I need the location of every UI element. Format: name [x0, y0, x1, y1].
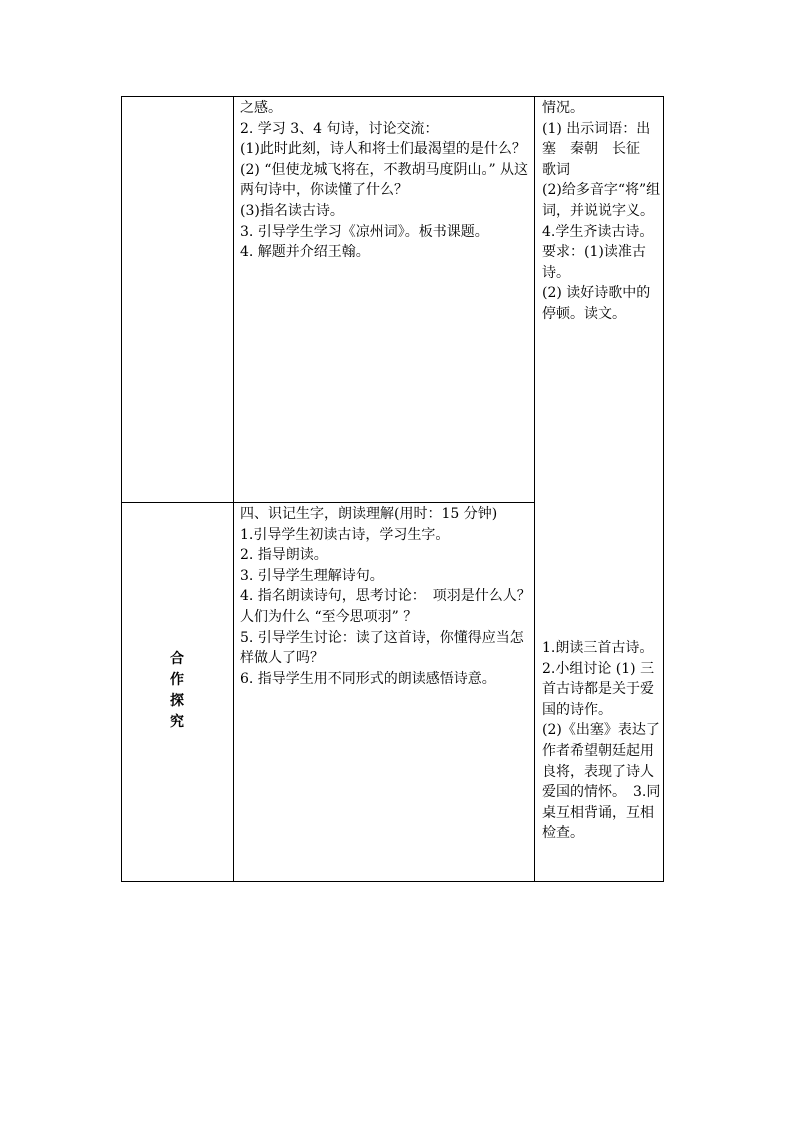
text-line: 6. 指导学生用不同形式的朗读感悟诗意。 — [240, 670, 496, 687]
label-char: 究 — [170, 714, 184, 730]
text-line: (3)指名读古诗。 — [240, 202, 344, 219]
text-line: (2)给多音字“将”组词，并说说字义。 4.学生齐读古诗。 — [542, 182, 661, 240]
text-line: (2)《出塞》表达了作者希望朝廷起用良将，表现了诗人爱国的情怀。 3.同桌互相背诵，互相检查。 — [542, 722, 661, 842]
teacher-activities-row1 — [240, 98, 533, 263]
table-border-right — [663, 96, 664, 882]
text-line: 2. 指导朗读。 — [240, 547, 328, 564]
text-line: 3. 引导学生学习《凉州词》。板书课题。 — [240, 223, 489, 240]
text-line: 要求：(1)读准古诗。 — [542, 244, 646, 281]
text-line: (1)此时此刻，诗人和将士们最渴望的是什么？ — [240, 141, 526, 158]
text-line: 情况。 — [542, 100, 584, 116]
text-line: 2.小组讨论 (1) 三首古诗都是关于爱国的诗作。 — [542, 660, 655, 718]
label-char: 合 — [170, 651, 184, 667]
student-activities-bottom — [542, 638, 662, 844]
text-line: 1.朗读三首古诗。 — [542, 640, 654, 656]
text-line: 1.引导学生初读古诗，学习生字。 — [240, 526, 450, 543]
table-border-top — [121, 96, 664, 97]
text-line: 4. 解题并介绍王翰。 — [240, 244, 370, 261]
lesson-plan-table — [121, 96, 664, 882]
table-border-left — [121, 96, 122, 882]
label-char: 探 — [170, 693, 184, 709]
text-line: 2. 学习 3、4 句诗，讨论交流： — [240, 120, 439, 137]
table-border-bottom — [121, 881, 664, 882]
label-char: 作 — [170, 672, 184, 688]
teacher-activities-row2 — [240, 504, 533, 689]
text-line: 四、识记生字，朗读理解(用时：15 分钟) — [240, 506, 498, 522]
text-line: (2) “但使龙城飞将在，不教胡马度阴山。” 从这两句诗中，你读懂了什么？ — [240, 161, 529, 199]
row-divider — [121, 502, 535, 503]
text-line: (2) 读好诗歌中的停顿。读文。 — [542, 285, 651, 322]
text-line: (1) 出示词语：出塞 秦朝 长征 歌词 — [542, 120, 654, 178]
student-activities-top — [542, 98, 662, 325]
column-divider-1 — [233, 96, 234, 882]
column-divider-2 — [534, 96, 535, 882]
text-line: 5. 引导学生讨论：读了这首诗，你懂得应当怎样做人了吗？ — [240, 629, 524, 667]
section-label-cooperative-inquiry — [121, 649, 233, 733]
text-line: 之感。 — [240, 100, 282, 116]
text-line: 3. 引导学生理解诗句。 — [240, 567, 384, 584]
text-line: 4. 指名朗读诗句，思考讨论： 项羽是什么人？人们为什么 “至今思项羽” ？ — [240, 588, 531, 625]
